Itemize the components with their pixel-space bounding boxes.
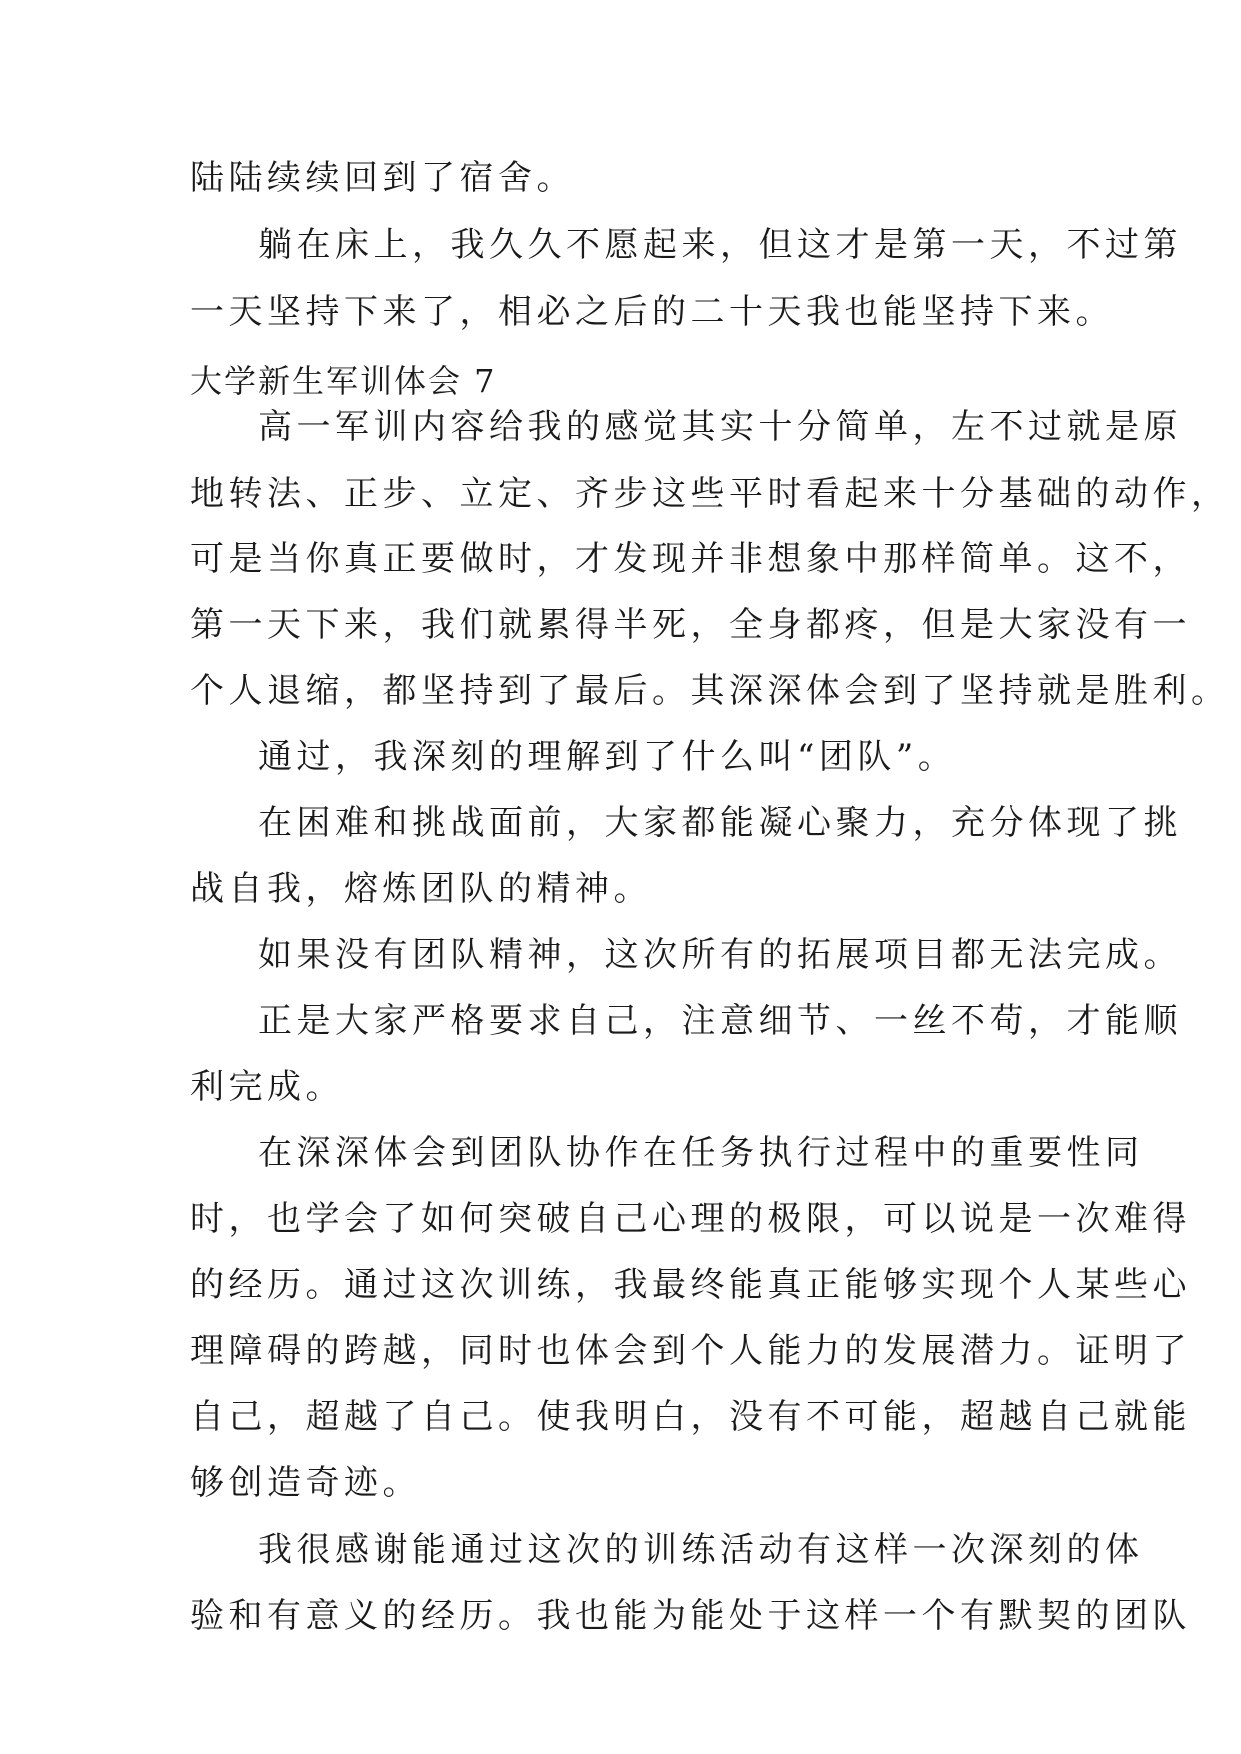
text-line: 验和有意义的经历。我也能为能处于这样一个有默契的团队 (190, 1596, 1191, 1636)
text-line: 战自我，熔炼团队的精神。 (190, 869, 652, 909)
text-line: 如果没有团队精神，这次所有的拓展项目都无法完成。 (258, 935, 1182, 975)
text-line: 时，也学会了如何突破自己心理的极限，可以说是一次难得 (190, 1199, 1191, 1239)
text-line: 地转法、正步、立定、齐步这些平时看起来十分基础的动作， (190, 474, 1230, 514)
text-line: 我很感谢能通过这次的训练活动有这样一次深刻的体 (258, 1530, 1144, 1570)
text-line: 正是大家严格要求自己，注意细节、一丝不苟，才能顺 (258, 1001, 1182, 1041)
text-line: 理障碍的跨越，同时也体会到个人能力的发展潜力。证明了 (190, 1331, 1191, 1371)
section-heading: 大学新生军训体会 7 (190, 362, 497, 400)
text-line: 可是当你真正要做时，才发现并非想象中那样简单。这不， (190, 539, 1191, 579)
text-line: 陆陆续续回到了宿舍。 (190, 158, 575, 198)
text-line: 通过，我深刻的理解到了什么叫“团队”。 (258, 737, 957, 777)
text-line: 躺在床上，我久久不愿起来，但这才是第一天，不过第 (258, 225, 1182, 265)
text-line: 在深深体会到团队协作在任务执行过程中的重要性同 (258, 1133, 1144, 1173)
text-line: 够创造奇迹。 (190, 1463, 421, 1503)
text-line: 第一天下来，我们就累得半死，全身都疼，但是大家没有一 (190, 605, 1191, 645)
text-line: 一天坚持下来了，相必之后的二十天我也能坚持下来。 (190, 292, 1114, 332)
text-line: 利完成。 (190, 1067, 344, 1107)
text-line: 高一军训内容给我的感觉其实十分简单，左不过就是原 (258, 407, 1182, 447)
text-line: 自己，超越了自己。使我明白，没有不可能，超越自己就能 (190, 1397, 1191, 1437)
text-line: 个人退缩，都坚持到了最后。其深深体会到了坚持就是胜利。 (190, 671, 1230, 711)
text-line: 在困难和挑战面前，大家都能凝心聚力，充分体现了挑 (258, 803, 1182, 843)
text-line: 的经历。通过这次训练，我最终能真正能够实现个人某些心 (190, 1265, 1191, 1305)
